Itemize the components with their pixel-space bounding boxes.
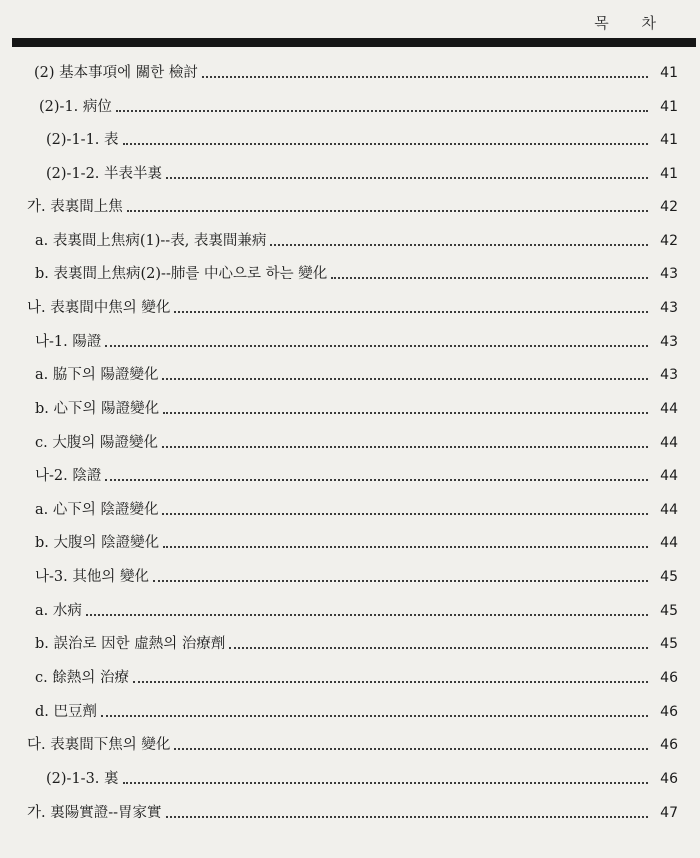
toc-leader — [270, 244, 648, 246]
toc-leader — [163, 412, 648, 414]
toc-entry — [35, 229, 678, 251]
toc-entry — [35, 531, 678, 553]
toc-entry-page: 46 — [660, 704, 678, 720]
toc-entry-page: 44 — [660, 535, 678, 551]
toc-entry-page: 46 — [660, 670, 678, 686]
toc-entry — [35, 599, 678, 621]
toc-entry-title: (2) 基本事項에 關한 檢討 — [34, 65, 198, 81]
toc-leader — [127, 210, 648, 212]
toc-entry-title: 나-2. 陰證 — [35, 468, 102, 484]
toc-entry — [35, 565, 678, 587]
toc-leader — [174, 311, 648, 313]
toc-leader — [162, 513, 648, 515]
section-label: 목 차 — [594, 14, 670, 32]
toc-entry-page: 47 — [660, 805, 678, 821]
toc-entry-title: a. 脇下의 陽證變化 — [35, 367, 159, 383]
toc-entry-title: a. 水病 — [35, 603, 82, 619]
toc-entry — [39, 95, 678, 117]
toc-entry-title: b. 誤治로 因한 虛熱의 治療劑 — [35, 636, 226, 652]
toc-entry-title: d. 巴豆劑 — [35, 704, 97, 720]
toc-entry-title: b. 表裏間上焦病(2)--肺를 中心으로 하는 變化 — [35, 266, 328, 282]
toc-leader — [229, 647, 648, 649]
toc-entry-page: 44 — [660, 502, 678, 518]
toc-entry-page: 43 — [660, 266, 678, 282]
toc-leader — [162, 446, 648, 448]
toc-entry-page: 46 — [660, 771, 678, 787]
toc-leader — [331, 277, 648, 279]
header-rule — [12, 38, 696, 47]
toc-entry — [27, 195, 678, 217]
toc-entry-title: b. 大腹의 陰證變化 — [35, 535, 160, 551]
toc-entry-page: 44 — [660, 401, 678, 417]
toc-entry-title: a. 心下의 陰證變化 — [35, 502, 159, 518]
toc-entry-page: 43 — [660, 300, 678, 316]
toc-leader — [116, 110, 648, 112]
toc-entry-title: 가. 裏陽實證--胃家實 — [27, 805, 162, 821]
toc-entry-page: 45 — [660, 636, 678, 652]
toc-entry-title: c. 大腹의 陽證變化 — [35, 435, 158, 451]
toc-leader — [166, 816, 648, 818]
toc-entry-title: (2)-1-3. 裏 — [46, 771, 119, 787]
toc-entry-page: 43 — [660, 367, 678, 383]
toc-leader — [133, 681, 648, 683]
toc-entry-page: 45 — [660, 603, 678, 619]
toc-entry — [27, 733, 678, 755]
toc-leader — [123, 782, 648, 784]
toc-entry-title: a. 表裏間上焦病(1)--表, 表裏間兼病 — [35, 233, 267, 249]
toc-leader — [123, 143, 648, 145]
toc-leader — [101, 715, 648, 717]
toc-entry — [35, 666, 678, 688]
toc-entry-page: 44 — [660, 435, 678, 451]
toc-entry-title: 다. 表裏間下焦의 變化 — [27, 737, 171, 753]
toc-entry — [35, 700, 678, 722]
toc-leader — [105, 345, 648, 347]
toc-entry-page: 42 — [660, 233, 678, 249]
toc-entry-title: c. 餘熱의 治療 — [35, 670, 129, 686]
toc-entry-page: 42 — [660, 199, 678, 215]
toc-entry-page: 41 — [660, 65, 678, 81]
toc-entry-title: (2)-1-1. 表 — [46, 132, 119, 148]
toc-leader — [86, 614, 648, 616]
toc-entry-page: 41 — [660, 132, 678, 148]
toc-entry-page: 43 — [660, 334, 678, 350]
toc-entry — [35, 431, 678, 453]
toc-entry-title: 나-3. 其他의 變化 — [35, 569, 149, 585]
toc-leader — [174, 748, 648, 750]
toc-entry-title: (2)-1-2. 半表半裏 — [46, 166, 163, 182]
toc-entry-page: 41 — [660, 99, 678, 115]
toc-leader — [153, 580, 648, 582]
toc-entry-title: 가. 表裏間上焦 — [27, 199, 123, 215]
toc-entry-title: b. 心下의 陽證變化 — [35, 401, 160, 417]
toc-entry — [46, 128, 678, 150]
toc-entry — [27, 296, 678, 318]
toc-entry — [46, 162, 678, 184]
toc-entry-page: 46 — [660, 737, 678, 753]
toc-entry — [35, 330, 678, 352]
toc-entry — [46, 767, 678, 789]
toc-entry — [35, 632, 678, 654]
toc-leader — [163, 546, 648, 548]
toc-entry-title: (2)-1. 病位 — [39, 99, 112, 115]
toc-entry — [35, 363, 678, 385]
toc-entry-title: 나. 表裏間中焦의 變化 — [27, 300, 171, 316]
toc-leader — [166, 177, 648, 179]
toc-entry — [34, 61, 678, 83]
toc-entry — [35, 498, 678, 520]
toc-entry — [35, 397, 678, 419]
toc-leader — [162, 378, 648, 380]
toc-leader — [105, 479, 648, 481]
toc-entry-page: 41 — [660, 166, 678, 182]
toc-entry — [35, 262, 678, 284]
toc-entry — [27, 801, 678, 823]
toc-leader — [202, 76, 648, 78]
toc-entry — [35, 464, 678, 486]
toc-entry-title: 나-1. 陽證 — [35, 334, 102, 350]
toc-entry-page: 44 — [660, 468, 678, 484]
toc-entry-page: 45 — [660, 569, 678, 585]
